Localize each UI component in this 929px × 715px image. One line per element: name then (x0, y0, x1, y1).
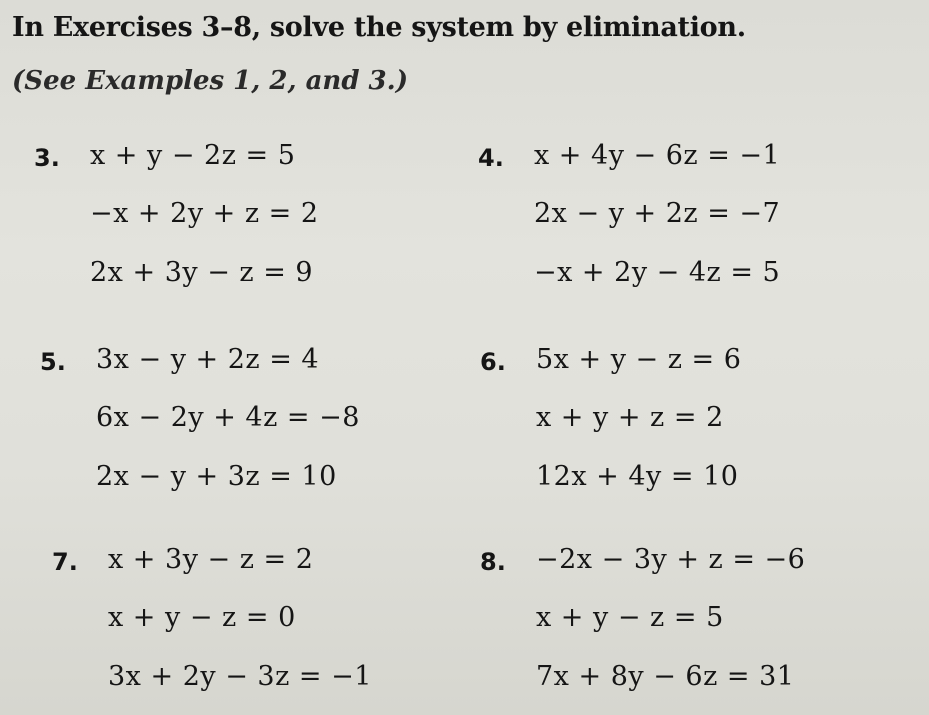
equation-1: x + 3y − z = 2 (108, 544, 314, 575)
equation-1: x + 4y − 6z = −1 (534, 140, 781, 171)
equation-1: x + y − 2z = 5 (90, 140, 296, 171)
exercise-number: 7. (52, 548, 78, 576)
equation-1: 5x + y − z = 6 (536, 344, 742, 375)
instructions-heading: In Exercises 3–8, solve the system by elimination. (12, 12, 746, 43)
examples-reference: (See Examples 1, 2, and 3.) (12, 66, 408, 96)
equation-3: 2x + 3y − z = 9 (90, 257, 314, 288)
equation-1: 3x − y + 2z = 4 (96, 344, 320, 375)
equation-1: −2x − 3y + z = −6 (536, 544, 806, 575)
equation-3: 2x − y + 3z = 10 (96, 461, 337, 492)
exercise-number: 4. (478, 144, 504, 172)
equation-3: 12x + 4y = 10 (536, 461, 739, 492)
equation-3: 7x + 8y − 6z = 31 (536, 661, 795, 692)
exercise-number: 5. (40, 348, 66, 376)
exercise-number: 3. (34, 144, 60, 172)
equation-3: 3x + 2y − 3z = −1 (108, 661, 372, 692)
equation-2: x + y + z = 2 (536, 402, 724, 433)
exercise-number: 8. (480, 548, 506, 576)
equation-2: 6x − 2y + 4z = −8 (96, 402, 360, 433)
equation-2: 2x − y + 2z = −7 (534, 198, 781, 229)
exercise-number: 6. (480, 348, 506, 376)
equation-2: −x + 2y + z = 2 (90, 198, 319, 229)
equation-2: x + y − z = 5 (536, 602, 724, 633)
equation-2: x + y − z = 0 (108, 602, 296, 633)
equation-3: −x + 2y − 4z = 5 (534, 257, 781, 288)
